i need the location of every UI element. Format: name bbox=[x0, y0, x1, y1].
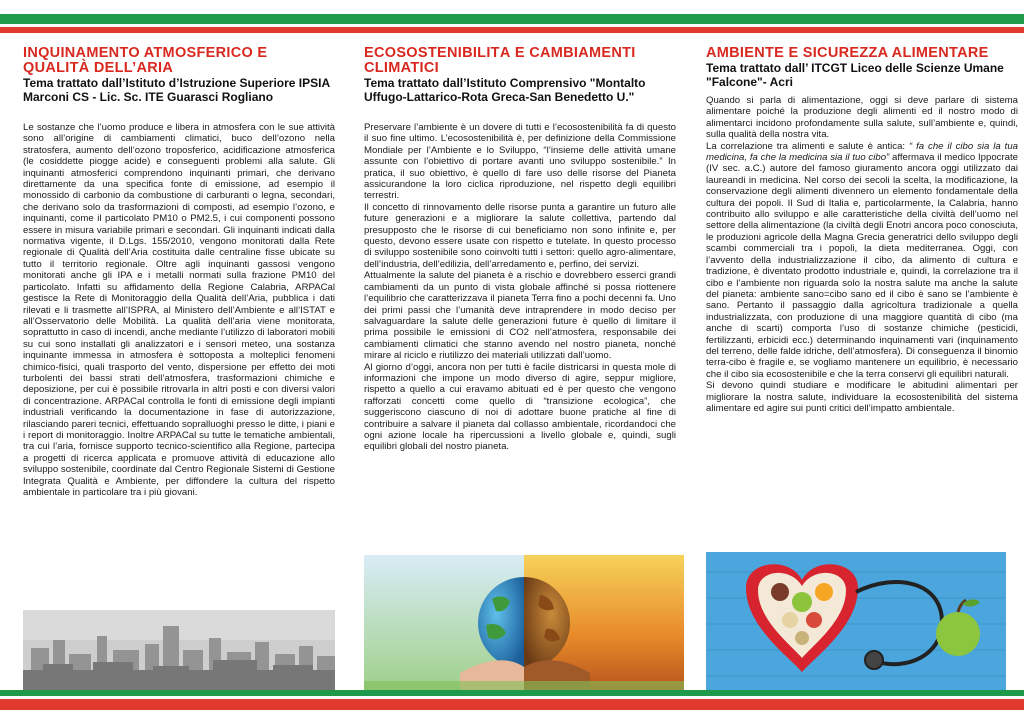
earth-climate-photo bbox=[364, 555, 684, 690]
hippocrates-quote: “ fa che il cibo sia la tua medicina, fa che la medicina sia il tuo cibo” bbox=[706, 140, 1018, 164]
top-red-band bbox=[0, 27, 1024, 33]
paragraph: Si devono quindi studiare e modificare le abitudini alimentari per migliorare la nostra salute, individuare la ecosostenibilità del sistema alimentare ed agire sui punti critici dell’impatto ambientale. bbox=[706, 380, 1018, 414]
paragraph: Preservare l’ambiente è un dovere di tutti e l’ecosostenibilità fa di questo il suo fine ultimo. L’ecosostenibilità è, per definizione della Commissione Mondiale per l’Ambiente e lo Sviluppo, “l’insieme delle attività umane assunte con l’obiettivo di portare avanti uno sviluppo sostenibile.” In pratica, il suo obiettivo, è quello di fare uso delle risorse del Pianeta assicurandone la loro ciclica riproduzione, nel rispetto degli equilibri terrestri. bbox=[364, 122, 676, 202]
top-green-band bbox=[0, 14, 1024, 24]
column-subtitle: Tema trattato dall’Istituto d’Istruzione Superiore IPSIA Marconi CS - Lic. Sc. ITE Guarasci Rogliano bbox=[23, 76, 330, 104]
paragraph: Il concetto di rinnovamento delle risorse punta a garantire un futuro alle future generazioni e a migliorare la salute collettiva, partendo dal presupposto che le risorse di cui beneficiamo non sono infinite e, per questo, devono essere usate con rispetto e tutelate. In questo processo di sviluppo sostenibile sono coinvolti tutti i settori: quello agro-alimentare, dell’industria, dell’edilizia, dell’arredamento e, perfino, dei servizi. bbox=[364, 201, 676, 270]
paragraph-text: La correlazione tra alimenti e salute è antica: bbox=[706, 140, 910, 152]
column-title: ECOSOSTENIBILITÀ E CAMBIAMENTI CLIMATICI bbox=[364, 46, 636, 76]
column-title: INQUINAMENTO ATMOSFERICO E QUALITÀ DELL’ARIA bbox=[23, 46, 268, 76]
column-subtitle: Tema trattato dall’ ITCGT Liceo delle Scienze Umane "Falcone"- Acri bbox=[706, 61, 1004, 89]
column-air-quality bbox=[23, 46, 335, 686]
column-body bbox=[364, 122, 676, 453]
paragraph-text: affermava il medico Ippocrate (IV sec. a.C.) autore del famoso giuramento ancora oggi utilizzato dai laureandi in medicina. Nel corso dei secoli la scelta, la modificazione, la conservazione degli alimenti divennero un elemento fondamentale della cultura dei popoli. Il Sud di Italia e, particolarmente, la Calabria, hanno contribuito allo sviluppo e alle caratteristiche della civiltà dell’uomo nel settore della alimentazione (la civiltà degli Enotri ancora poco conosciuta, le produzioni agricole della Magna Grecia generatrici dello sviluppo degli scambi commerciali tra i popoli, la dieta mediterranea. Oggi, con l’avvento della industrializzazione il cibo, da alimento di cultura e tradizione, è diventato prodotto industriale e, quindi, la correlazione tra il cibo e l’ambiente non riguarda solo la nostra salute ma anche la salute del pianeta: ambiente sano=cibo sano ed il cibo è sano se l’ambiente è sano. Pertanto il passaggio dalla agricoltura tradizionale a quella industrializzata, con produzione di una maggiore quantità di cibo (ma anche di scarti) comporta l’uso di sostanze chimiche (pesticidi, fertilizzanti, erbicidi ecc.) determinando inquinamenti vari (inquinamento del terreno, delle falde idriche, dell’atmosfera). Di conseguenza il binomio terra-cibo è fragile e, se vogliamo mantenere un equilibrio, è necessario che il cibo sia ecosostenibile e che la terra conservi gli equilibri naturali. bbox=[706, 152, 1018, 380]
column-body bbox=[23, 122, 335, 498]
column-body bbox=[706, 95, 1018, 414]
paragraph: Le sostanze che l’uomo produce e libera in atmosfera con le sue attività sono all’origine di cambiamenti climatici, buco dell’ozono nella stratosfera, aumento dell’ozono troposferico, acidificazione atmosferica (le cosiddette piogge acide) e conseguenti problemi alla salute. Gli inquinanti atmosferici comprendono inquinanti primari, che derivano direttamente da una specifica fonte di emissione, ad esempio il monossido di carbonio da combustione di carburanti o legna, secondari, che derivano solo da trasformazioni di composti, ad esempio l’ozono, e inquinanti, come il particolato PM10 o PM2.5, i cui componenti possono essere in misura variabile primari e secondari. Gli inquinanti indicati dalla normativa vigente, il D.Lgs. 155/2010, vengono monitorati dalla Rete regionale di Qualità dell’Aria costituita dalle centraline fisse ubicate su tutto il territorio regionale. Oltre agli inquinanti gassosi vengono monitorati anche gli IPA e i metalli normati sulla frazione PM10 del particolato. Infatti su affidamento della Regione Calabria, ARPACal gestisce la Rete di Monitoraggio della Qualità dell’Aria, pubblica i dati rilevati e li trasmette all’ISPRA, al Ministero dell’Ambiente e all’ISTAT e all’Osservatorio delle Mobilità. La qualità dell’aria viene monitorata, soprattutto in caso di incendi, anche mediante l’utilizzo di laboratori mobili su cui sono installati gli analizzatori e i sensori meteo, una sostanza inquinante immessa in atmosfera è sottoposta a molteplici fenomeni chimico-fisici, quali trasporto del vento, dispersione per effetto dei moti turbolenti dei bassi strati dell’atmosfera, trasformazioni chimiche e deposizione, per cui è possibile ritrovarla in altri posti e con diversi valori di concentrazione. ARPACal controlla le fonti di emissione degli impianti industriali verificando la documentazione in fase di autorizzazione, rilasciando pareri tecnici, effettuando sopralluoghi presso le ditte, i piani e i report di monitoraggio. Inoltre ARPACal su tutte le tematiche ambientali, tra cui l’aria, fornisce supporto tecnico-scientifico alla Regione, partecipa a progetti di ricerca applicata e promuove attività di educazione allo sviluppo sostenibile, coordinate dal Centro Regionale Sistemi di Gestione Integrata Qualità e Ambiente, per diffondere la cultura del rispetto ambientale in particolare tra i più giovani. bbox=[23, 122, 335, 498]
column-subtitle: Tema trattato dall’Istituto Comprensivo "Montalto Uffugo-Lattarico-Rota Greca-San Benedetto U." bbox=[364, 76, 646, 104]
city-smog-photo bbox=[23, 610, 335, 690]
column-title: AMBIENTE E SICUREZZA ALIMENTARE bbox=[706, 46, 989, 61]
bottom-red-band bbox=[0, 699, 1024, 710]
paragraph: Quando si parla di alimentazione, oggi si deve parlare di sistema alimentare poiché la produzione degli alimenti ed il nostro modo di alimentarci incidono profondamente sulla salute, sull’ambiente e, quindi, sulla qualità della nostra vita. bbox=[706, 95, 1018, 141]
paragraph bbox=[706, 141, 1018, 381]
paragraph: Al giorno d’oggi, ancora non per tutti è facile districarsi in questa mole di informazioni che impone un modo diverso di agire, seppur migliore, rispetto a quello a cui eravamo abituati ed è per questo che vengono rafforzati concetti come quello di “transizione ecologica”, che suggeriscono ciascuno di noi di adottare buone pratiche al fine di contribuire a salvare il pianeta dal collasso ambientale, ricordandoci che ogni azione locale ha ripercussioni a livello globale e, quindi, sugli equilibri globali del nostro pianeta. bbox=[364, 361, 676, 453]
healthy-food-photo bbox=[706, 552, 1006, 690]
paragraph: Attualmente la salute del pianeta è a rischio e dovrebbero esserci grandi cambiamenti da un punto di vista globale affinché si possa riottenere l’equilibrio che caratterizzava il pianeta Terra fino a pochi decenni fa. Uno dei primi passi che l’umanità deve intraprendere in modo deciso per salvaguardare la salute delle generazioni future è quello di limitare il prima possibile le emissioni di CO2 nell’atmosfera, responsabile dei cambiamenti climatici che stanno avendo nel nostro pianeta, nonché mirare al riciclo e riutilizzo dei materiali utilizzati dall’uomo. bbox=[364, 270, 676, 362]
